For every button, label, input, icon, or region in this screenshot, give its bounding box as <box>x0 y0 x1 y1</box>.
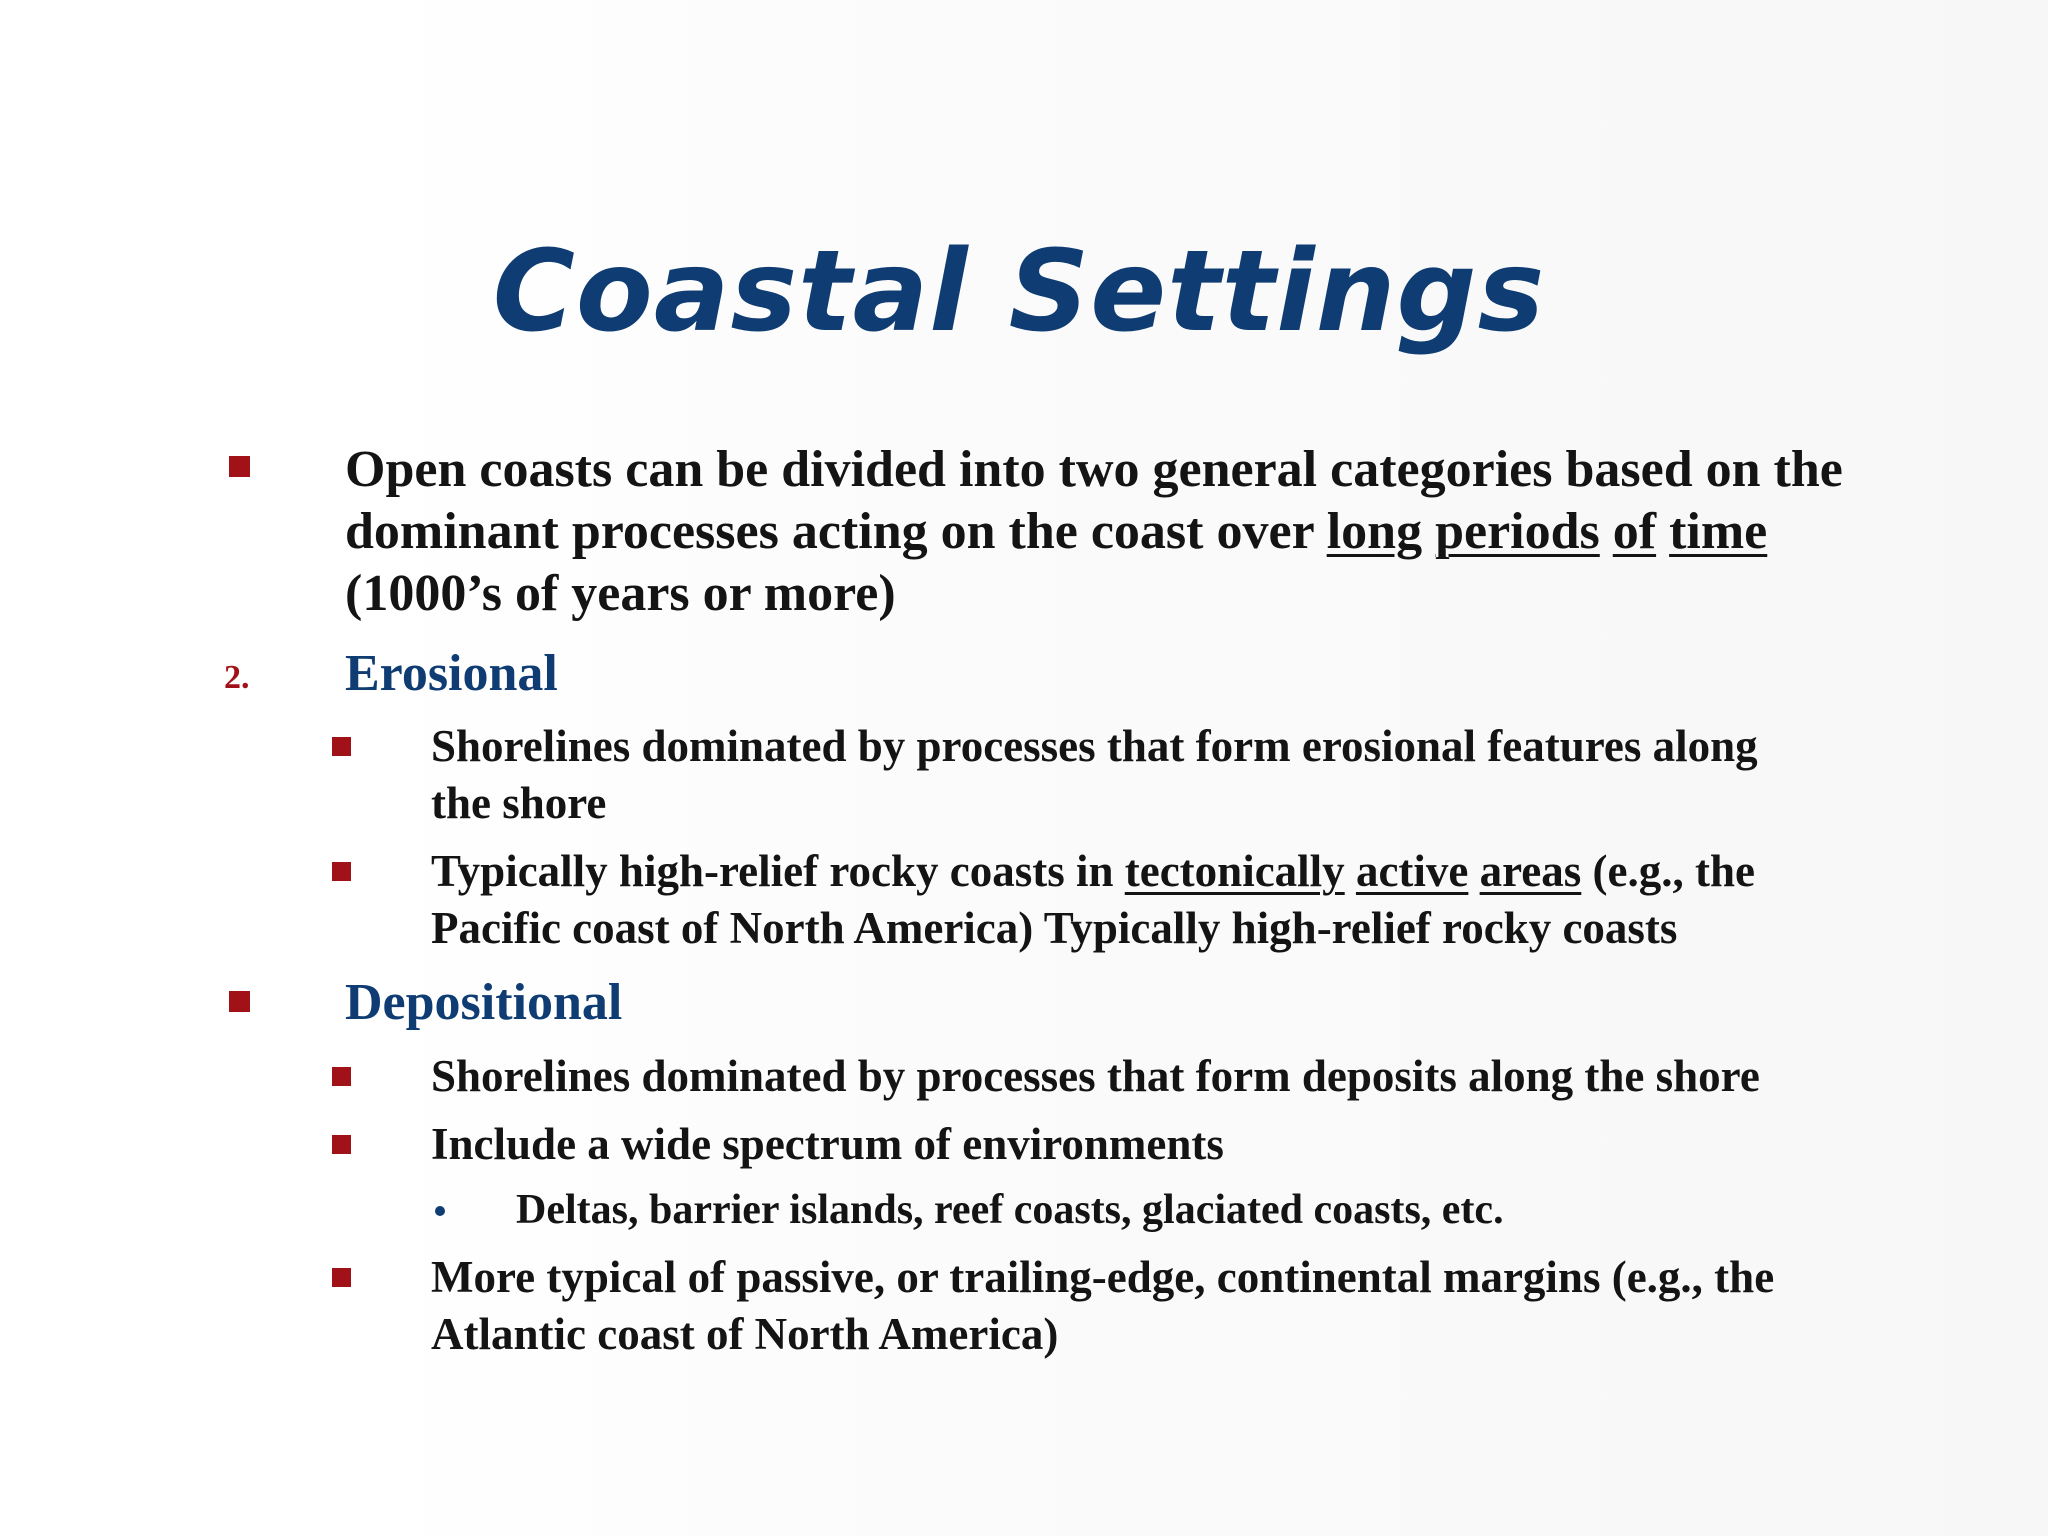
underlined-word: time <box>1669 503 1768 560</box>
list-number: 2. <box>224 659 250 696</box>
depositional-sub-2: Include a wide spectrum of environments <box>431 1119 1224 1169</box>
bullet-square-icon <box>332 1067 351 1086</box>
underlined-word: long <box>1326 503 1423 560</box>
erosional-sub-1: Shorelines dominated by processes that form erosional features along the shore <box>431 721 1758 828</box>
slide-title: Coastal Settings <box>492 227 1546 357</box>
bullet-dot-icon <box>435 1206 445 1216</box>
heading-erosional: Erosional <box>345 645 558 702</box>
underlined-word: active <box>1355 846 1469 896</box>
item-1-text <box>345 439 2025 625</box>
depositional-sub-3: More typical of passive, or trailing-edge, continental margins (e.g., the Atlantic coast of North America) <box>431 1252 1775 1359</box>
depositional-sub-2-bullet: Deltas, barrier islands, reef coasts, glaciated coasts, etc. <box>516 1187 1504 1233</box>
bullet-square-icon <box>229 991 250 1012</box>
underlined-word: periods <box>1435 503 1600 560</box>
item-1-line-3: (1000’s of years or more) <box>345 565 896 622</box>
underlined-word: areas <box>1479 846 1582 896</box>
underlined-word: tectonically <box>1124 846 1345 896</box>
item-1-line-1: Open coasts can be divided into two general categories based on the <box>345 441 1843 498</box>
depositional-sub-1: Shorelines dominated by processes that form deposits along the shore <box>431 1051 1760 1101</box>
underlined-word: of <box>1612 503 1657 560</box>
bullet-square-icon <box>332 1268 351 1287</box>
heading-depositional: Depositional <box>345 974 623 1031</box>
erosional-sub-2: Typically high-relief rocky coasts in tectonically active areas (e.g., the Pacific coast of North America) Typically high-relief rocky coasts <box>431 846 1755 953</box>
bullet-square-icon <box>332 862 351 881</box>
item-1-line-2: dominant processes acting on the coast over long periods of time <box>345 503 1768 560</box>
bullet-square-icon <box>229 456 250 477</box>
bullet-square-icon <box>332 1135 351 1154</box>
bullet-square-icon <box>332 737 351 756</box>
